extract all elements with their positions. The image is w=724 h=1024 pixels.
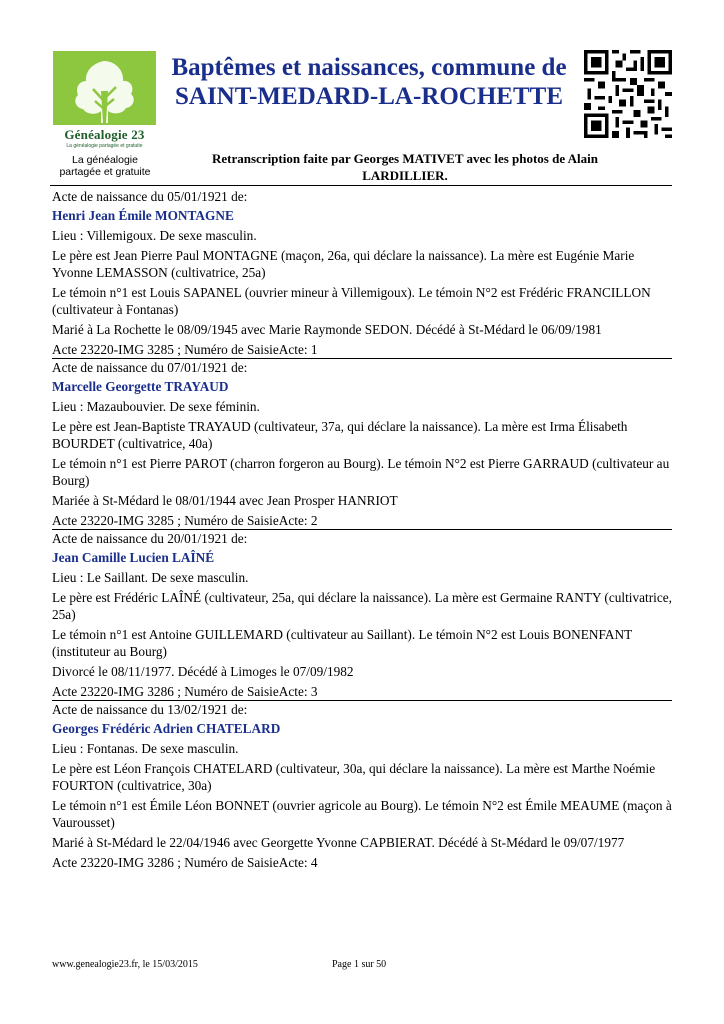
person-name: Georges Frédéric Adrien CHATELARD — [52, 721, 281, 736]
subtitle: Retranscription faite par Georges MATIVET avec les photos de Alain LARDILLIER. — [211, 151, 598, 183]
record-lieu: Lieu : Fontanas. De sexe masculin. — [52, 741, 239, 756]
record-heading: Acte de naissance du 07/01/1921 de: — [52, 360, 248, 375]
person-name: Henri Jean Émile MONTAGNE — [52, 208, 234, 223]
logo-name: Généalogie 23 — [64, 127, 145, 142]
record-acte: Acte 23220-IMG 3285 ; Numéro de SaisieActe: 2 — [52, 513, 318, 528]
record-acte: Acte 23220-IMG 3285 ; Numéro de SaisieActe: 1 — [52, 342, 318, 357]
title-line-1: Baptêmes et naissances, commune de — [171, 54, 567, 81]
birth-record — [52, 700, 672, 871]
record-parents: Le père est Jean Pierre Paul MONTAGNE (maçon, 26a, qui déclare la naissance). La mère est Eugénie Marie Yvonne LEMASSON (cultivatrice, 25a) — [52, 248, 635, 280]
record-lieu: Lieu : Mazaubouvier. De sexe féminin. — [52, 399, 260, 414]
record-witnesses: Le témoin n°1 est Pierre PAROT (charron forgeron au Bourg). Le témoin N°2 est Pierre GARRAUD (cultivateur au Bourg) — [52, 456, 670, 488]
footer-page-number: Page 1 sur 50 — [332, 959, 387, 970]
record-heading: Acte de naissance du 13/02/1921 de: — [52, 702, 248, 717]
logo-caption: La généalogie partagée et gratuite — [59, 154, 151, 178]
record-parents: Le père est Jean-Baptiste TRAYAUD (cultivateur, 37a, qui déclare la naissance). La mère est Irma Élisabeth BOURDET (cultivatrice, 40a) — [52, 419, 628, 451]
logo-tagline: La généalogie partagée et gratuite — [66, 143, 143, 149]
birth-record — [52, 529, 672, 700]
record-notes: Divorcé le 08/11/1977. Décédé à Limoges le 07/09/1982 — [52, 664, 354, 679]
record-parents: Le père est Léon François CHATELARD (cultivateur, 30a, qui déclare la naissance). La mère est Marthe Noémie FOURTON (cultivatrice, 30a) — [52, 761, 656, 793]
qr-code-icon — [584, 50, 672, 138]
records-list — [52, 188, 672, 871]
footer-site-date: www.genealogie23.fr, le 15/03/2015 — [52, 959, 198, 970]
genealogie23-logo — [53, 51, 156, 153]
record-lieu: Lieu : Le Saillant. De sexe masculin. — [52, 570, 249, 585]
record-acte: Acte 23220-IMG 3286 ; Numéro de SaisieActe: 4 — [52, 855, 318, 870]
record-witnesses: Le témoin n°1 est Émile Léon BONNET (ouvrier agricole au Bourg). Le témoin N°2 est Émile MEAUME (maçon à Vaurousset) — [52, 798, 672, 830]
birth-record — [52, 188, 672, 358]
title-line-2: SAINT-MEDARD-LA-ROCHETTE — [174, 83, 563, 110]
person-name: Marcelle Georgette TRAYAUD — [52, 379, 229, 394]
record-witnesses: Le témoin n°1 est Louis SAPANEL (ouvrier mineur à Villemigoux). Le témoin N°2 est Frédéric FRANCILLON (cultivateur à Fontanas) — [52, 285, 651, 317]
person-name: Jean Camille Lucien LAÎNÉ — [52, 550, 215, 565]
record-witnesses: Le témoin n°1 est Antoine GUILLEMARD (cultivateur au Saillant). Le témoin N°2 est Louis BONENFANT (instituteur au Bourg) — [52, 627, 632, 659]
record-notes: Marié à La Rochette le 08/09/1945 avec Marie Raymonde SEDON. Décédé à St-Médard le 06/09/1981 — [52, 322, 602, 337]
page-title — [160, 53, 578, 111]
record-notes: Mariée à St-Médard le 08/01/1944 avec Jean Prosper HANRIOT — [52, 493, 398, 508]
record-parents: Le père est Frédéric LAÎNÉ (cultivateur, 25a, qui déclare la naissance). La mère est Germaine RANTY (cultivatrice, 25a) — [52, 590, 672, 622]
record-heading: Acte de naissance du 05/01/1921 de: — [52, 189, 248, 204]
record-lieu: Lieu : Villemigoux. De sexe masculin. — [52, 228, 257, 243]
birth-record — [52, 358, 672, 529]
record-notes: Marié à St-Médard le 22/04/1946 avec Georgette Yvonne CAPBIERAT. Décédé à St-Médard le 09/07/1977 — [52, 835, 625, 850]
record-acte: Acte 23220-IMG 3286 ; Numéro de SaisieActe: 3 — [52, 684, 318, 699]
header-divider — [50, 185, 672, 186]
record-heading: Acte de naissance du 20/01/1921 de: — [52, 531, 248, 546]
